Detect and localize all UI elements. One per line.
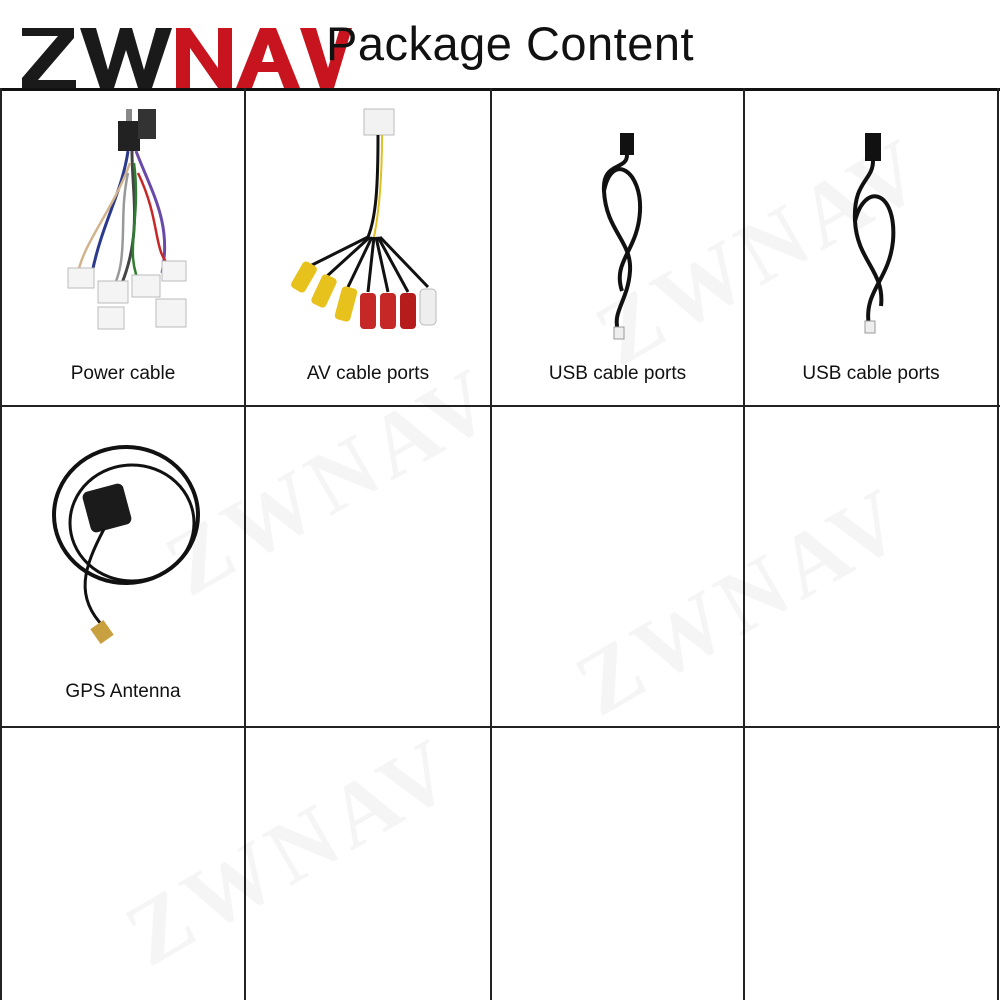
item-label: Power cable bbox=[70, 363, 176, 384]
page-title: Package Content bbox=[326, 17, 695, 70]
grid-divider bbox=[997, 88, 999, 1000]
usb-cable-icon bbox=[845, 131, 905, 336]
rca-cable-icon bbox=[278, 107, 458, 343]
package-item-power-cable bbox=[2, 91, 244, 405]
zwnav-logo bbox=[22, 24, 352, 90]
power-cable-icon bbox=[62, 103, 192, 333]
package-item-usb-cable bbox=[745, 91, 997, 405]
item-label: GPS Antenna bbox=[65, 681, 181, 702]
package-item-av-cable bbox=[246, 91, 490, 405]
item-label: AV cable ports bbox=[306, 363, 430, 384]
grid-divider bbox=[0, 726, 1000, 728]
usb-cable-icon bbox=[592, 131, 652, 341]
package-item-usb-cable bbox=[492, 91, 743, 405]
item-label: USB cable ports bbox=[802, 363, 940, 384]
package-item-gps-antenna bbox=[2, 407, 244, 726]
gps-antenna-icon bbox=[44, 437, 214, 647]
page-header bbox=[0, 0, 1000, 90]
item-label: USB cable ports bbox=[548, 363, 687, 384]
